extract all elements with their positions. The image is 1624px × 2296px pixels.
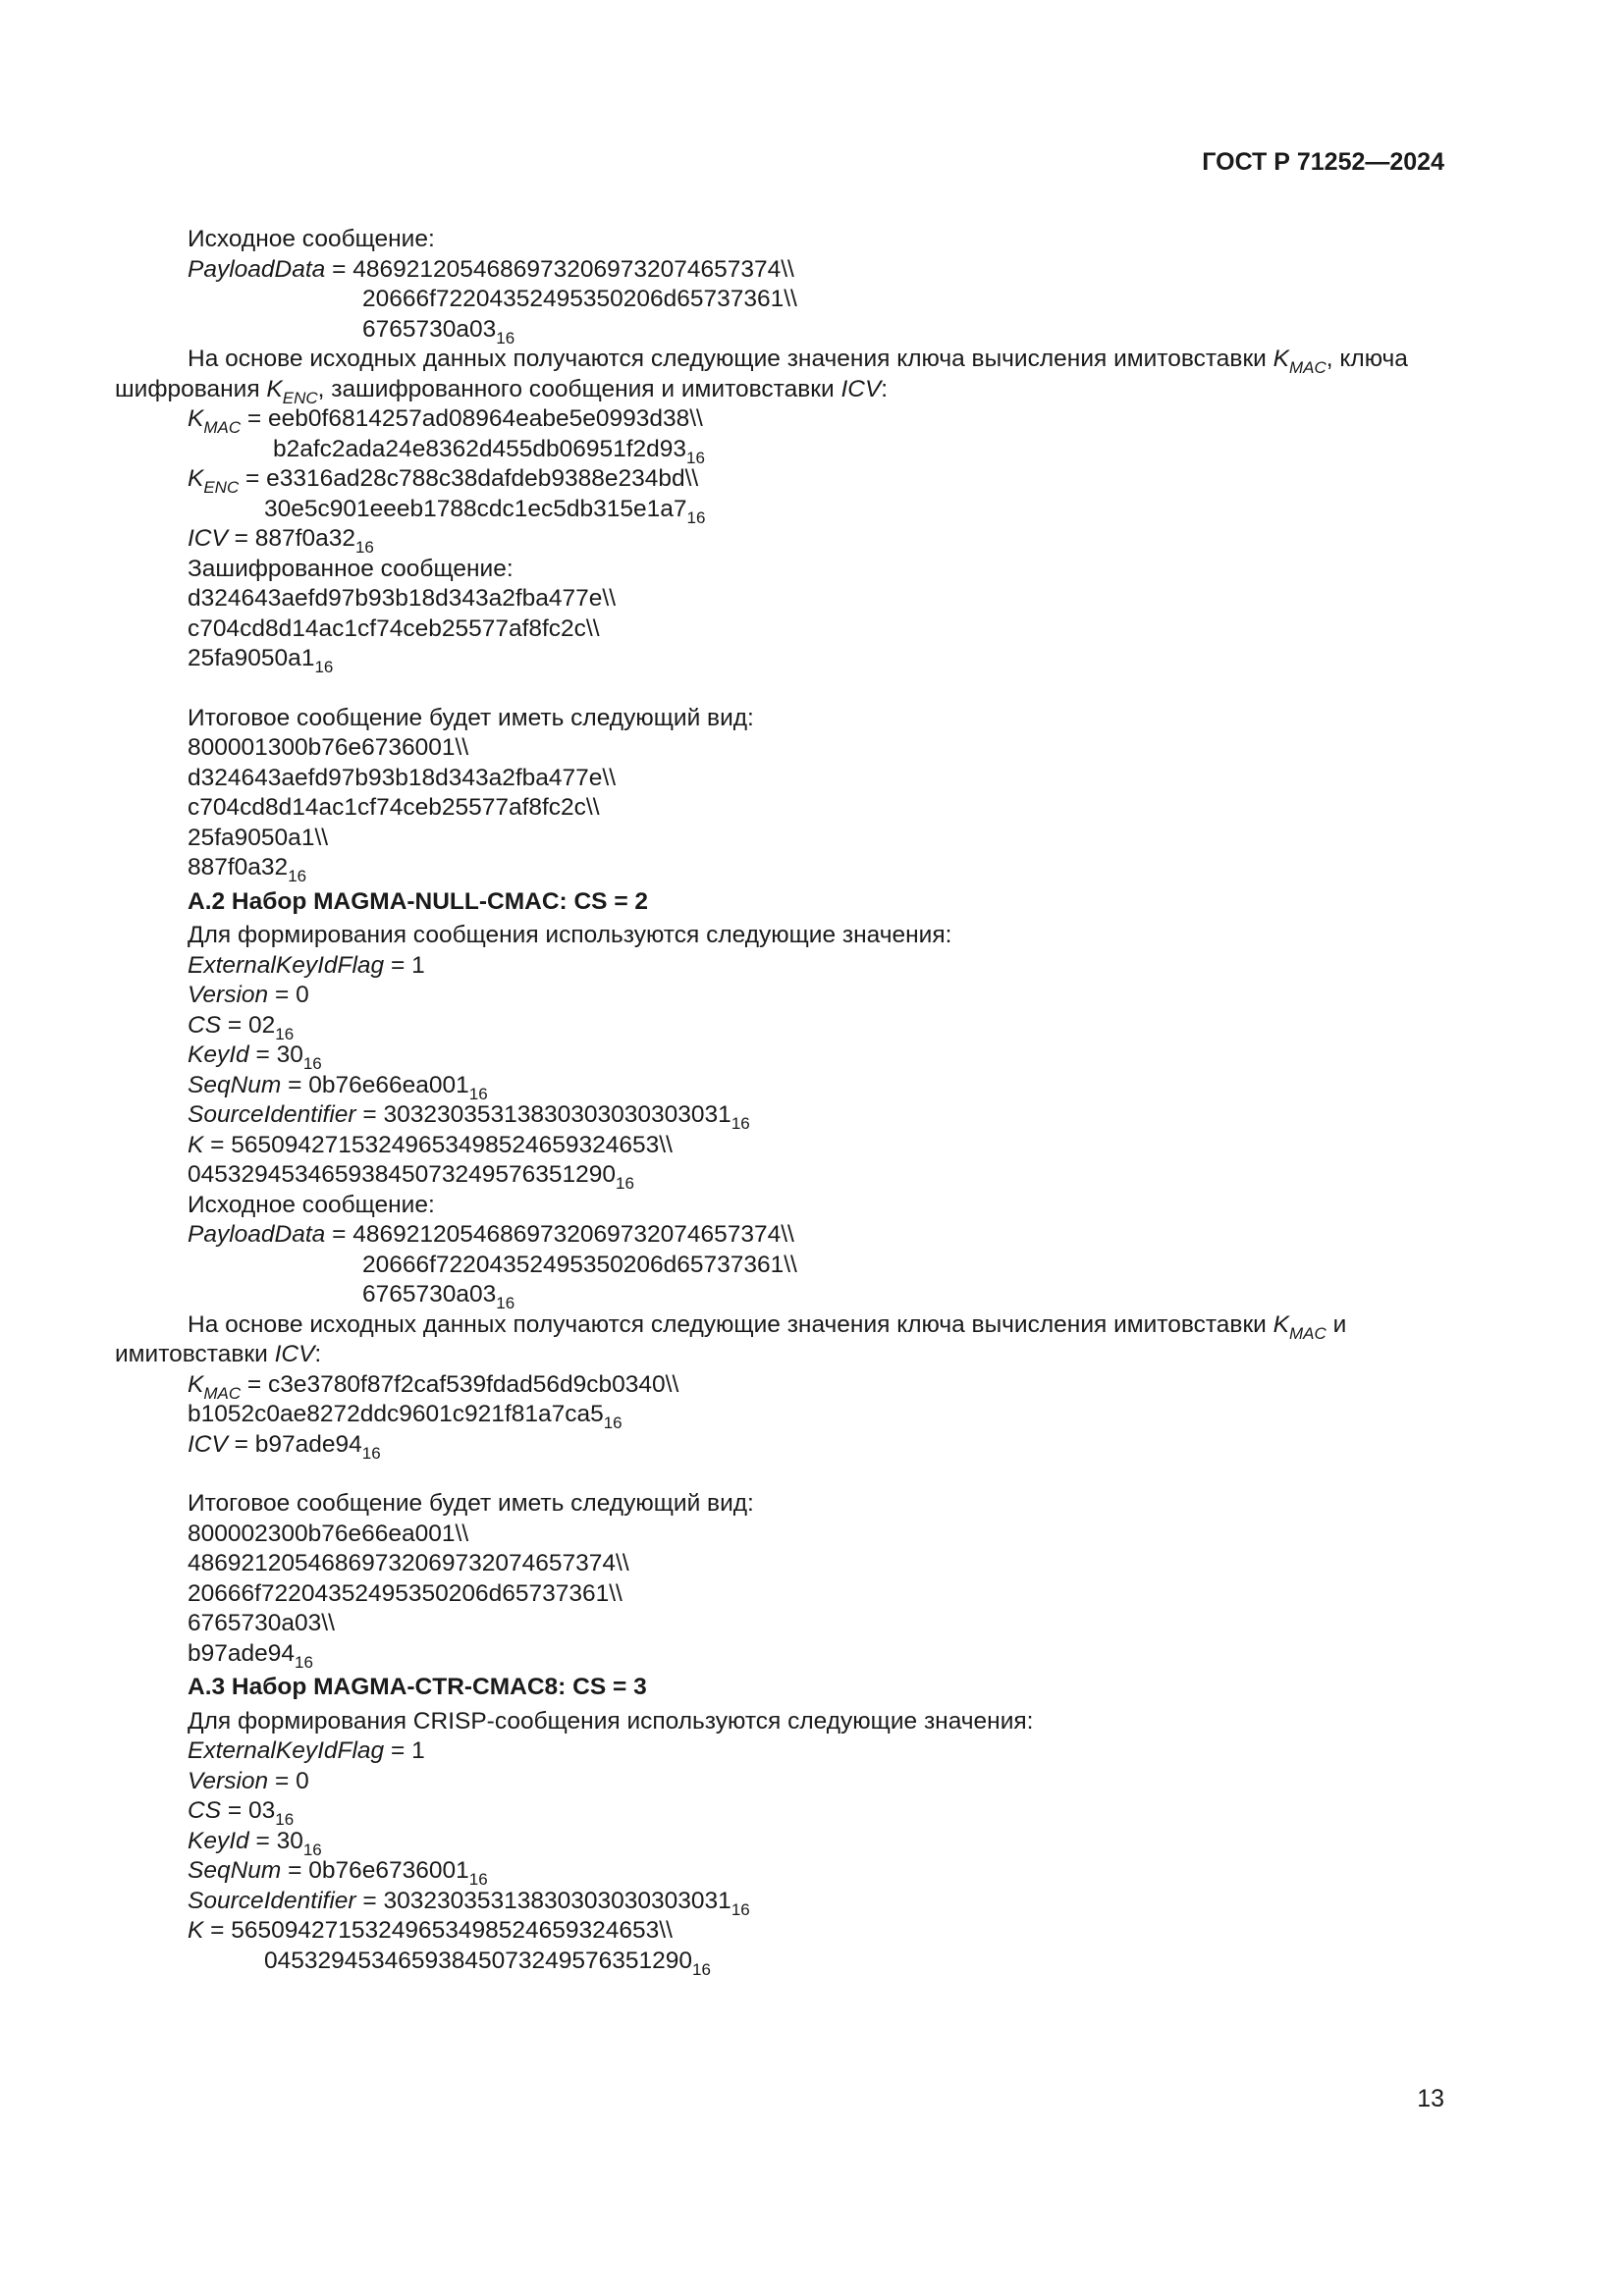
param-line: KeyId = $30_{16}$ — [188, 1041, 322, 1073]
payload-data-line: $6765730a03_{16}$ — [362, 315, 515, 347]
param-line: K = 56509427153249653498524659324653\\ — [188, 1917, 673, 1944]
final-message-line: 6765730a03\\ — [188, 1610, 335, 1636]
payload-data-value: 48692120546869732069732074657374\\ — [352, 255, 794, 283]
document-body — [115, 225, 1445, 1979]
param-line: SourceIdentifier = $30323035313830303030303031_{16}$ — [188, 1101, 750, 1133]
param-line: CS = $03_{16}$ — [188, 1797, 295, 1829]
kmac-line: $b1052c0ae8272ddc9601c921f81a7ca5_{16}$ — [188, 1401, 623, 1432]
derivation-paragraph: На основе исходных данных получаются следующие значения ключа вычисления имитовставки $K_{MAC}$, ключа шифрования $K_{ENC}$, зашифрованного сообщения и имитовставки ICV: — [115, 346, 1408, 407]
param-line: KeyId = $30_{16}$ — [188, 1827, 322, 1859]
spacer — [115, 1460, 1445, 1489]
final-message-line: 48692120546869732069732074657374\\ — [188, 1550, 629, 1576]
kmac-line: $K_{MAC}$ = eeb0f6814257ad08964eabe5e0993d38\\ — [188, 405, 703, 437]
derivation-paragraph: На основе исходных данных получаются следующие значения ключа вычисления имитовставки $K_{MAC}$ и имитовставки ICV: — [115, 1310, 1347, 1367]
payload-data-line: $6765730a03_{16}$ — [362, 1281, 515, 1312]
final-message-line: $b97ade94_{16}$ — [188, 1639, 313, 1672]
section-intro: Для формирования CRISP-сообщения используются следующие значения: — [188, 1707, 1034, 1735]
final-message-line: d324643aefd97b93b18d343a2fba477e\\ — [188, 764, 616, 791]
final-message-line: 800001300b76e6736001\\ — [188, 734, 469, 761]
param-line: SeqNum = $0b76e66ea001_{16}$ — [188, 1071, 488, 1103]
kmac-line: $K_{MAC}$ = c3e3780f87f2caf539fdad56d9cb0340\\ — [188, 1370, 679, 1403]
param-line: Version = 0 — [188, 1767, 309, 1794]
param-line: ExternalKeyIdFlag = 1 — [188, 951, 425, 979]
kenc-line: $30e5c901eeeb1788cdc1ec5db315e1a7_{16}$ — [264, 495, 706, 527]
final-message-line: 25fa9050a1\\ — [188, 824, 329, 851]
kmac-line: $b2afc2ada24e8362d455db06951f2d93_{16}$ — [273, 435, 705, 467]
param-line: CS = $02_{16}$ — [188, 1011, 295, 1043]
param-line: $04532945346593845073249576351290_{16}$ — [188, 1161, 634, 1193]
final-message-line: $887f0a32_{16}$ — [188, 854, 307, 885]
icv-line: ICV = $887f0a32_{16}$ — [188, 525, 374, 557]
kenc-line: $K_{ENC}$ = e3316ad28c788c38dafdeb9388e234bd\\ — [188, 465, 699, 497]
param-line: SeqNum = $0b76e6736001_{16}$ — [188, 1857, 488, 1889]
payload-data-line: PayloadData = 48692120546869732069732074657374\\ — [188, 1221, 794, 1248]
final-message-line: 800002300b76e66ea001\\ — [188, 1520, 469, 1547]
param-line: ExternalKeyIdFlag = 1 — [188, 1737, 425, 1764]
encrypted-message-line: c704cd8d14ac1cf74ceb25577af8fc2c\\ — [188, 614, 600, 642]
encrypted-message-line: d324643aefd97b93b18d343a2fba477e\\ — [188, 585, 616, 612]
payload-data-name: PayloadData — [188, 255, 326, 283]
payload-data-line: 20666f72204352495350206d65737361\\ — [362, 286, 797, 312]
param-line: SourceIdentifier = $30323035313830303030303031_{16}$ — [188, 1887, 750, 1919]
payload-data-line: 20666f72204352495350206d65737361\\ — [362, 1251, 797, 1278]
final-message-line: c704cd8d14ac1cf74ceb25577af8fc2c\\ — [188, 794, 600, 821]
page-number: 13 — [1417, 2085, 1444, 2112]
final-message-label: Итоговое сообщение будет иметь следующий вид: — [188, 1490, 754, 1517]
param-line: K = 56509427153249653498524659324653\\ — [188, 1131, 673, 1158]
param-line: $04532945346593845073249576351290_{16}$ — [264, 1947, 711, 1979]
param-line: Version = 0 — [188, 982, 309, 1008]
encrypted-message-label: Зашифрованное сообщение: — [188, 555, 514, 582]
standard-header: ГОСТ Р 71252—2024 — [1202, 148, 1444, 176]
encrypted-message-line: $25fa9050a1_{16}$ — [188, 645, 334, 676]
spacer — [115, 674, 1445, 704]
section-heading-a3: А.3 Набор MAGMA-CTR-CMAC8: CS = 3 — [188, 1674, 647, 1700]
section-intro: Для формирования сообщения используются следующие значения: — [188, 922, 952, 948]
final-message-label: Итоговое сообщение будет иметь следующий вид: — [188, 704, 754, 731]
source-message-label: Исходное сообщение: — [188, 226, 435, 252]
source-message-label: Исходное сообщение: — [188, 1191, 435, 1218]
section-heading-a2: А.2 Набор MAGMA-NULL-CMAC: CS = 2 — [188, 887, 649, 915]
icv-line: ICV = $b97ade94_{16}$ — [188, 1430, 381, 1463]
final-message-line: 20666f72204352495350206d65737361\\ — [188, 1579, 623, 1607]
payload-data-line: PayloadData = 48692120546869732069732074657374\\ — [188, 255, 794, 283]
